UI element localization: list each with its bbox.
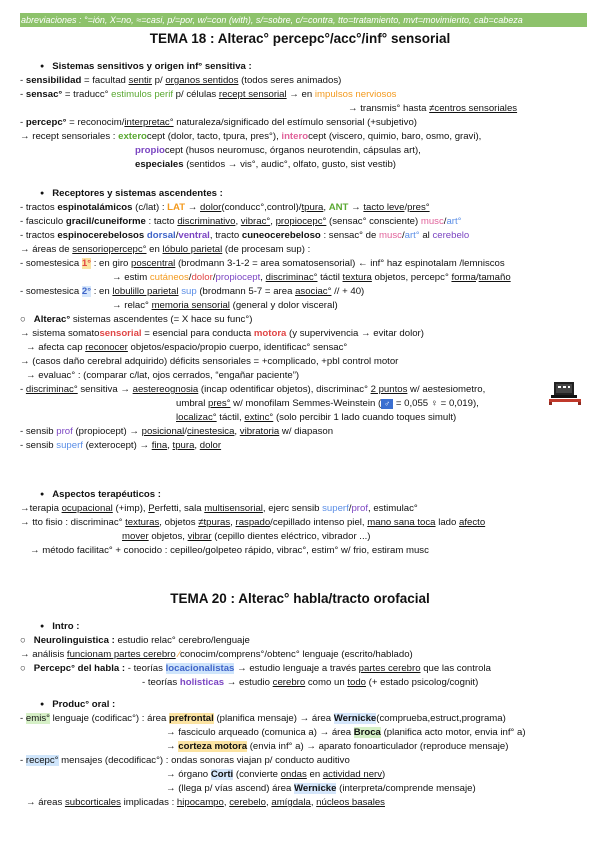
line-localizacion: localizac° táctil, extinc° (solo percibir 1 lado cuando toques simult) xyxy=(176,412,457,423)
title-tema-18: TEMA 18 : Alterac° percepc°/acc°/inf° sensorial xyxy=(149,31,451,46)
laptop-icon xyxy=(548,381,582,405)
line-percepcion: - percepc° = reconocim/interpretac° naturaleza/significado del estímulo sensorial (+subjetivo) xyxy=(20,117,417,128)
heading-sistemas-sensitivos: ● Sistemas sensitivos y origen inf° sensitiva : xyxy=(40,61,252,72)
line-neurolinguistica: ○ Neurolinguistica : estudio relac° cerebro/lenguaje xyxy=(20,635,250,646)
line-especiales: especiales (sentidos → vis°, audic°, olfato, gusto, sist vestib) xyxy=(135,159,396,170)
line-area-wernicke: → (llega p/ vías ascend) área Wernicke (interpreta/comprende mensaje) xyxy=(166,783,476,794)
line-propiocept: propiocept (husos neuromusc, órganos neurotendin, cápsulas art), xyxy=(135,145,421,156)
line-emision-lenguaje: - emis° lenguaje (codificac°) : área prefrontal (planifica mensaje) → área Wernicke(comprueba,estruct,programa) xyxy=(20,713,506,724)
line-terapia-ocupacional: →terapia ocupacional (+imp), Perfetti, sala multisensorial, ejerc sensib superf/prof, estimulac° xyxy=(20,503,418,514)
line-areas-subcorticales: → áreas subcorticales implicadas : hipocampo, cerebelo, amígdala, núcleos basales xyxy=(26,797,385,808)
line-estim-cutaneos: → estim cutáneos/dolor/propiocept, discriminac° táctil textura objetos, percepc° forma/tamaño xyxy=(112,272,511,283)
line-somestesica-2: - somestesica 2° : en lobulillo parietal sup (brodmann 5-7 = area asociac° // + 40) xyxy=(20,286,365,297)
line-discriminacion-sensitiva: - discriminac° sensitiva → aestereognosia (incap odentificar objetos), discriminac° 2 puntos w/ aestesiometro, xyxy=(20,384,486,395)
line-alteracion-sistemas: ○ Alterac° sistemas ascendentes (= X hace su func°) xyxy=(20,314,253,325)
line-espinotalamicos: - tractos espinotalámicos (c/lat) : LAT → dolor(conducc°,control)/tpura, ANT → tacto leve/pres° xyxy=(20,202,430,213)
heading-intro: ● Intro : xyxy=(40,621,80,632)
line-gracil: - fasciculo gracil/cuneiforme : tacto discriminativo, vibrac°, propiocepc° (sensac° consciente) musc/art° xyxy=(20,216,462,227)
abbreviations-banner: abreviaciones : °=ión, X=no, ≈=casi, p/=por, w/=con (with), s/=sobre, c/=contra, tto=tratamiento, mvt=movimiento, cab=cabeza xyxy=(20,13,587,27)
laptop-bed-icon xyxy=(548,381,582,409)
line-recept-sensoriales: → recept sensoriales : exterocept (dolor, tacto, tpura, pres°), interocept (viscero, quimio, baro, osmo, gravi), xyxy=(20,131,482,142)
line-organo-corti: → órgano Corti (convierte ondas en actividad nerv) xyxy=(166,769,386,780)
line-memoria-sensorial: → relac° memoria sensorial (general y dolor visceral) xyxy=(112,300,338,311)
line-metodo-facilitacion: → método facilitac° + conocido : cepilleo/golpeteo rápido, vibrac°, estim° w/ frio, estiram musc xyxy=(30,545,429,556)
heading-aspectos-terapeuticos: ● Aspectos terapéuticos : xyxy=(40,489,161,500)
line-espinocerebelosos: - tractos espinocerebelosos dorsal/ventral, tracto cuneocerebeloso : sensac° de musc/art° al cerebelo xyxy=(20,230,470,241)
line-sensibilidad: - sensibilidad = facultad sentir p/ organos sentidos (todos seres animados) xyxy=(20,75,342,86)
line-sistema-somatosensorial: → sistema somatosensorial = esencial para conducta motora (y supervivencia → evitar dolor) xyxy=(20,328,424,339)
line-percepcion-habla: ○ Percepc° del habla : - teorías locacionalistas → estudio lenguaje a través partes cerebro que las controla xyxy=(20,663,491,674)
line-afecta-capacidad: → afecta cap reconocer objetos/espacio/propio cuerpo, identificac° sensac° xyxy=(26,342,348,353)
line-corteza-motora: → corteza motora (envia inf° a) → aparato fonoarticulador (reproduce mensaje) xyxy=(166,741,509,752)
line-areas-sensoriopercepcion: → áreas de sensoriopercepc° en lóbulo parietal (de procesam sup) : xyxy=(20,244,311,255)
line-deficits: → (casos daño cerebral adquirido) déficits sensoriales = +complicado, +pbl control motor xyxy=(20,356,399,367)
line-tto-fisio: → tto fisio : discriminac° texturas, objetos ≠tpuras, raspado/cepillado intenso piel, mano sana toca lado afecto xyxy=(20,517,486,528)
line-somestesica-1: - somestesica 1° : en giro poscentral (brodmann 3-1-2 = area somatosensorial) ← inf° haz espinotalam /lemniscos xyxy=(20,258,505,269)
line-sensacion: - sensac° = traducc° estimulos perif p/ células recept sensorial → en impulsos nerviosos xyxy=(20,89,397,100)
line-recepcion-mensajes: - recepc° mensajes (decodificac°) : ondas sonoras viajan p/ conducto auditivo xyxy=(20,755,350,766)
line-mover-objetos: mover objetos, vibrar (cepillo dientes eléctrico, vibrador ...) xyxy=(122,531,371,542)
line-teorias-holisticas: - teorías holisticas → estudio cerebro como un todo (+ estado psicolog/cognit) xyxy=(142,677,479,688)
line-analisis: → análisis funcionam partes cerebro ⁄conocim/comprens°/obtenc° lenguaje (escrito/hablado) xyxy=(20,649,413,660)
male-symbol-icon: ♂ xyxy=(381,399,393,409)
heading-receptores: ● Receptores y sistemas ascendentes : xyxy=(40,188,223,199)
line-transmision: → transmis° hasta ≠centros sensoriales xyxy=(348,103,518,114)
line-sensib-prof: - sensib prof (propiocept) → posicional/cinestesica, vibratoria w/ diapason xyxy=(20,426,334,437)
heading-produccion-oral: ● Produc° oral : xyxy=(40,699,116,710)
title-tema-20: TEMA 20 : Alterac° habla/tracto orofacial xyxy=(170,591,430,606)
line-umbral-presion: umbral pres° w/ monofilam Semmes-Weinstein ( ♂ = 0,055 ♀ = 0,019), xyxy=(176,398,479,409)
line-fasciculo-arqueado: → fasciculo arqueado (comunica a) → área Broca (planifica acto motor, envia inf° a) xyxy=(166,727,526,738)
line-evaluacion: → evaluac° : (comparar c/lat, ojos cerrados, “engañar paciente”) xyxy=(26,370,300,381)
line-sensib-superf: - sensib superf (exterocept) → fina, tpura, dolor xyxy=(20,440,222,451)
